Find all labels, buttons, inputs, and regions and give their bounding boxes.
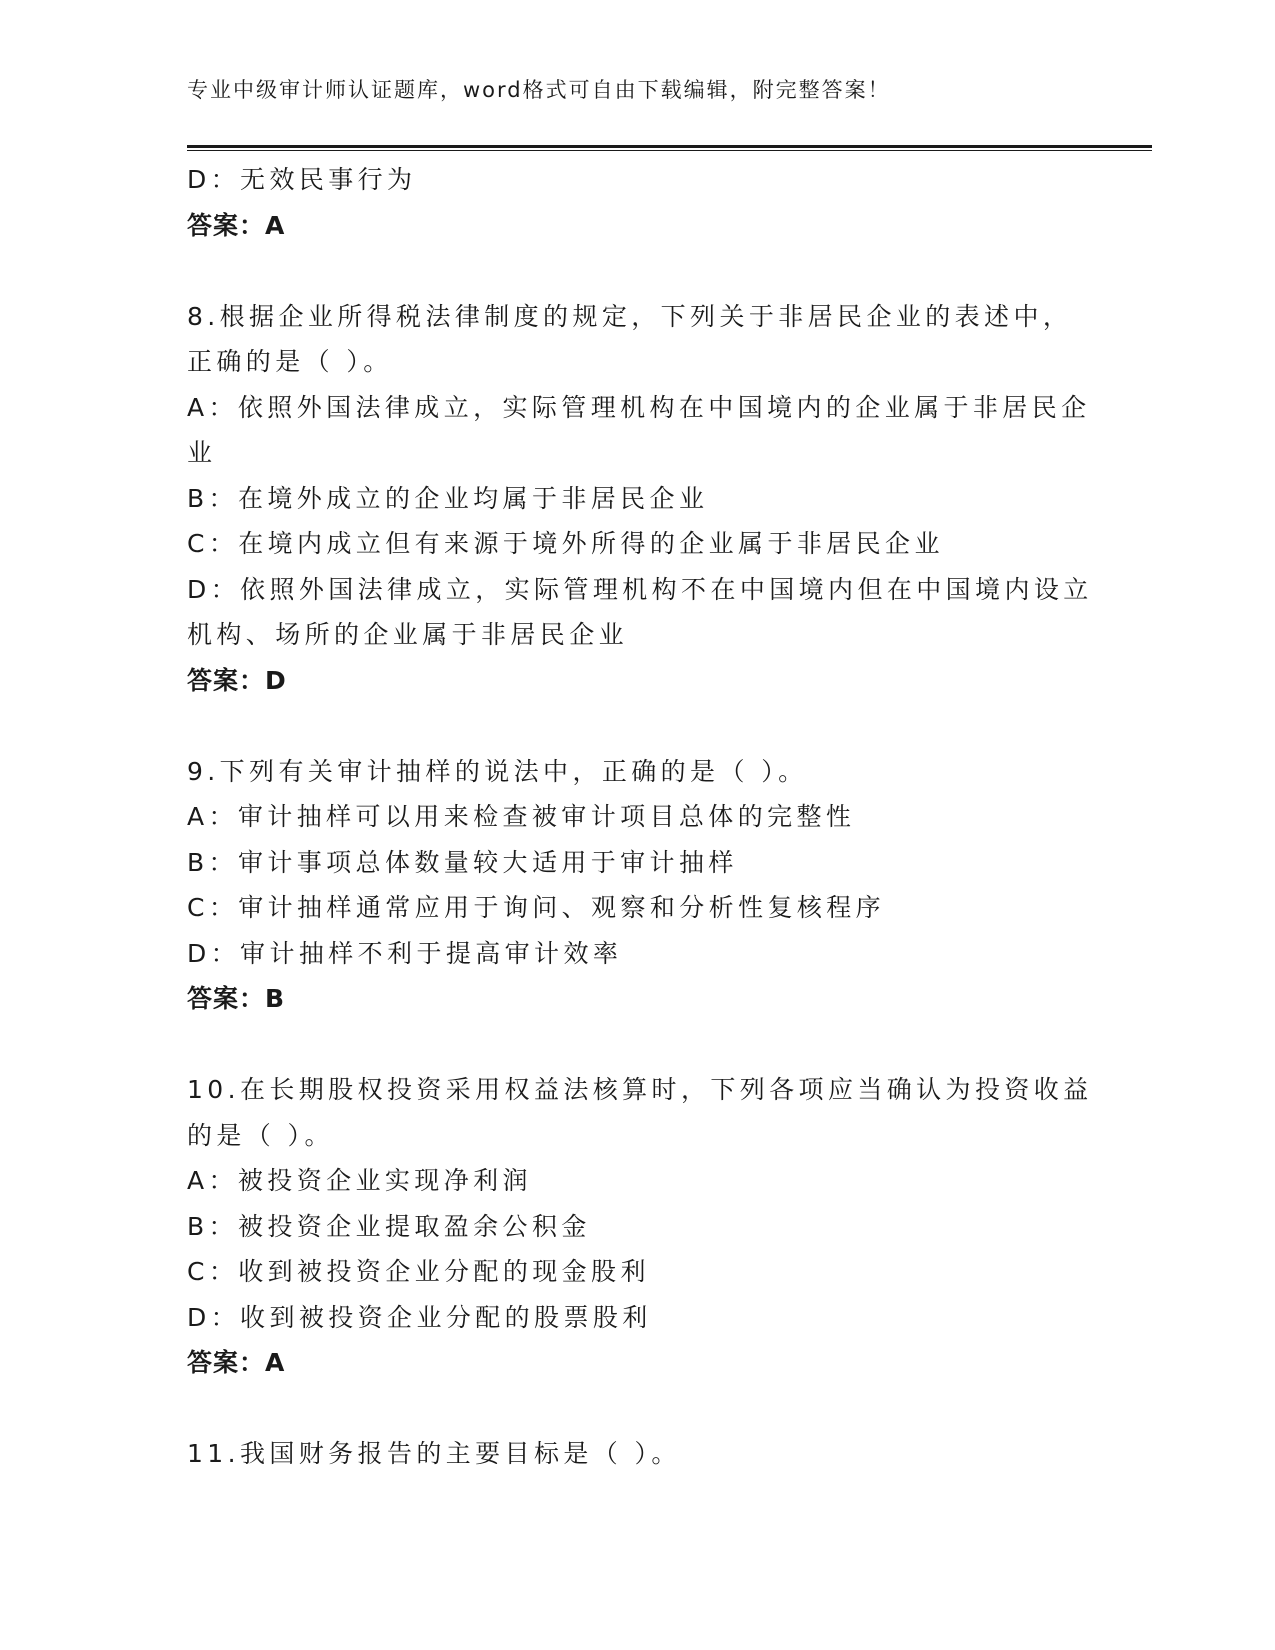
question-stem: 的是（ ）。 bbox=[187, 1120, 334, 1150]
option-line: 业 bbox=[187, 438, 217, 467]
option-line: A：依照外国法律成立，实际管理机构在中国境内的企业属于非居民企 bbox=[187, 392, 1091, 422]
answer-line: 答案：D bbox=[187, 665, 287, 695]
question-stem: 8.根据企业所得税法律制度的规定，下列关于非居民企业的表述中， bbox=[187, 301, 1073, 331]
option-line: D：无效民事行为 bbox=[187, 165, 417, 194]
question-stem: 11.我国财务报告的主要目标是（ ）。 bbox=[187, 1439, 681, 1468]
option-line: A：审计抽样可以用来检查被审计项目总体的完整性 bbox=[187, 802, 856, 831]
option-line: D：收到被投资企业分配的股票股利 bbox=[187, 1302, 652, 1332]
option-line: C：收到被投资企业分配的现金股利 bbox=[187, 1257, 650, 1286]
option-line: 机构、场所的企业属于非居民企业 bbox=[187, 620, 629, 649]
spacer bbox=[187, 1022, 1087, 1068]
header-rule-thick bbox=[187, 145, 1152, 148]
header-rule-thin bbox=[187, 150, 1152, 151]
question-block bbox=[187, 1067, 1093, 1386]
spacer bbox=[187, 703, 1087, 749]
question-block bbox=[187, 294, 1093, 704]
option-line: C：审计抽样通常应用于询问、观察和分析性复核程序 bbox=[187, 893, 886, 922]
option-line: D：审计抽样不利于提高审计效率 bbox=[187, 938, 623, 968]
spacer bbox=[187, 1386, 1087, 1432]
question-stem: 10.在长期股权投资采用权益法核算时，下列各项应当确认为投资收益 bbox=[187, 1075, 1093, 1104]
option-line: C：在境内成立但有来源于境外所得的企业属于非居民企业 bbox=[187, 529, 944, 558]
answer-line: 答案：A bbox=[187, 210, 286, 240]
option-line: B：在境外成立的企业均属于非居民企业 bbox=[187, 483, 709, 513]
question-block bbox=[187, 1431, 1087, 1477]
option-line: B：审计事项总体数量较大适用于审计抽样 bbox=[187, 847, 738, 877]
answer-line: 答案：B bbox=[187, 984, 286, 1013]
option-line: A：被投资企业实现净利润 bbox=[187, 1166, 532, 1195]
spacer bbox=[187, 248, 1087, 294]
page-header: 专业中级审计师认证题库，word格式可自由下载编辑，附完整答案！ bbox=[187, 78, 891, 102]
answer-line: 答案：A bbox=[187, 1348, 286, 1377]
question-stem: 正确的是（ ）。 bbox=[187, 347, 393, 376]
option-line: D：依照外国法律成立，实际管理机构不在中国境内但在中国境内设立 bbox=[187, 574, 1093, 604]
question-stem: 9.下列有关审计抽样的说法中，正确的是（ ）。 bbox=[187, 756, 808, 786]
question-block bbox=[187, 749, 1087, 1022]
option-line: B：被投资企业提取盈余公积金 bbox=[187, 1211, 591, 1241]
question-content bbox=[187, 157, 1093, 1477]
